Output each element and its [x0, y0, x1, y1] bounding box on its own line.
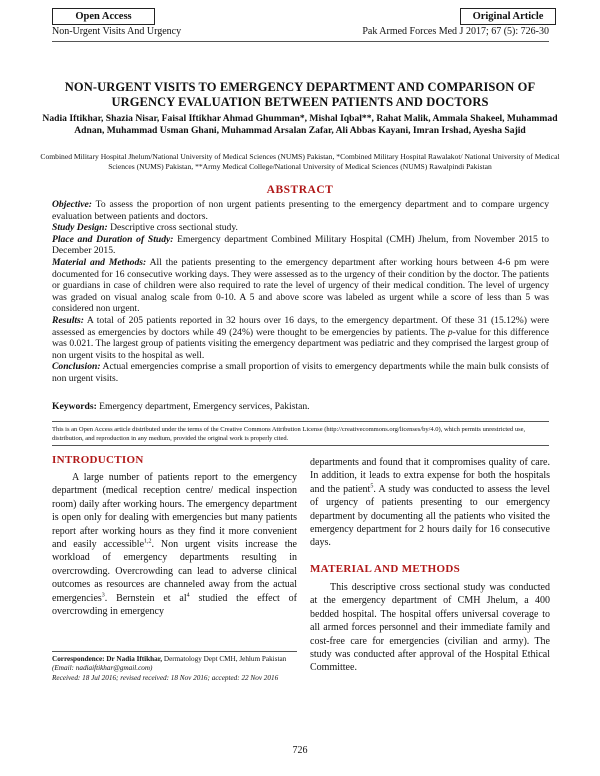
abstract-place: Place and Duration of Study: Emergency department Combined Military Hospital (CMH) Jhelum, from November 2015 to December 2015.	[52, 233, 549, 257]
abstract-objective: Objective: To assess the proportion of non urgent patients presenting to the emergency department and to compare urgency evaluation between patients and doctors.	[52, 199, 549, 222]
article-title: NON-URGENT VISITS TO EMERGENCY DEPARTMENT AND COMPARISON OF URGENCY EVALUATION BETWEEN PATIENTS AND DOCTORS	[64, 80, 536, 109]
abstract-conclusion: Conclusion: Actual emergencies comprise a small proportion of visits to emergency departments while the main bulk consists of non urgent visits.	[52, 361, 549, 384]
correspondence-note: Correspondence: Dr Nadia Iftikhar, Dermatology Dept CMH, Jehlum Pakistan (Email: nadiaiftikhar@gmail.com) Received: 18 Jul 2016; revised received: 18 Nov 2016; accepted: 22 Nov 2016	[52, 655, 287, 682]
page-number: 726	[292, 745, 308, 756]
license-top-rule	[52, 421, 549, 422]
methods-column	[310, 581, 550, 675]
abstract-design: Study Design: Descriptive cross sectional study.	[52, 222, 238, 234]
abstract-results: Results: A total of 205 patients reported in 32 hours over 16 days, to the emergency department. Of these 31 (15.12%) were assessed as emergencies by doctors while 49 (24%) were thought to be emergencies by patients. The p-value for this difference was 0.021. The largest group of patients visiting the emergency department was pediatric and they comprised the largest group of non urgent visits to the hospital as well.	[52, 314, 550, 361]
introduction-heading: INTRODUCTION	[52, 454, 144, 466]
license-notice: This is an Open Access article distributed under the terms of the Creative Commons Attribution License (http://creativecommons.org/licenses/by/4.0), which permits unrestricted use, distribution, and reproduction in any medium, provided the original work is properly cited.	[52, 426, 526, 442]
introduction-column-left	[52, 471, 297, 651]
abstract-heading: ABSTRACT	[266, 184, 334, 196]
methods-paragraph: This descriptive cross sectional study was conducted at the emergency department of CMH Jhelum, a 400 bedded hospital. The hospital offers universal coverage to all armed forces personnel and their immediate family and cost-free care for emergencies (civilian and army). The study was conducted after approval of the Hospital Ethical Committee.	[310, 582, 550, 674]
methods-heading: MATERIAL AND METHODS	[310, 563, 461, 575]
license-bottom-rule	[52, 445, 549, 446]
keywords: Keywords: Emergency department, Emergency services, Pakistan.	[52, 401, 310, 412]
abstract-methods: Material and Methods: All the patients presenting to the emergency department after working hours between 4-6 pm were documented for 16 consecutive working days. They were assessed as to the urgency of their condition by the doctor. The patients or guardians in case of children were also required to rate the level of urgency of their medical condition. The level of urgency was graded on visual analog scale from 0-10. A 5 and above score was labeled as urgent while a score of less than 5 was considered non urgent.	[52, 256, 549, 315]
introduction-paragraph: A large number of patients report to the emergency department (medical reception centre/ medical inspection room) daily after working hours. The emergency department is open only for dealing with emergencies but many patients report after working hours as they find it more convenient and easily accessible$^{1,2}$. Non urgent visits increase the workload of emergency departments resulting in overcrowding. Overcrowding can lead to adverse clinical outcomes as resources are channeled away from the actual emergencies$^3$. Bernstein et $al^4$ studied the effect of overcrowding in emergency	[52, 472, 297, 618]
correspondence-rule	[52, 651, 297, 652]
affiliations: Combined Military Hospital Jhelum/National University of Medical Sciences (NUMS) Pakistan, *Combined Military Hospital Rawalakot/ National University of Medical Sciences (NUMS) Pakistan, **Army Medical College/National University of Medical Sciences (NUMS) Rawalpindi Pakistan	[40, 152, 560, 171]
author-list: Nadia Iftikhar, Shazia Nisar, Faisal Iftikhar Ahmad Ghumman*, Mishal Iqbal**, Rahat Malik, Ammala Shakeel, Muhammad Adnan, Muhammad Usman Ghani, Muhammad Arsalan Zafar, Ali Abbas Kayani, Imran Irshad, Ayesha Sajid	[42, 113, 558, 136]
header-divider	[52, 41, 549, 42]
journal-citation: Pak Armed Forces Med J 2017; 67 (5): 726-30	[362, 26, 549, 37]
introduction-column-right	[310, 456, 550, 550]
article-type-badge: Original Article	[460, 8, 556, 25]
open-access-badge: Open Access	[52, 8, 155, 25]
introduction-continuation: departments and found that it compromises quality of care. In addition, it leads to extra expense for both the hospitals and the patient$^5$. A study was conducted to assess the level of urgency of patients presenting to our emergency department by documenting all the patients who visited the emergency department for 2 hours daily for 16 consecutive days.	[310, 457, 550, 549]
running-title: Non-Urgent Visits And Urgency	[52, 26, 182, 37]
abstract-body	[52, 199, 549, 385]
